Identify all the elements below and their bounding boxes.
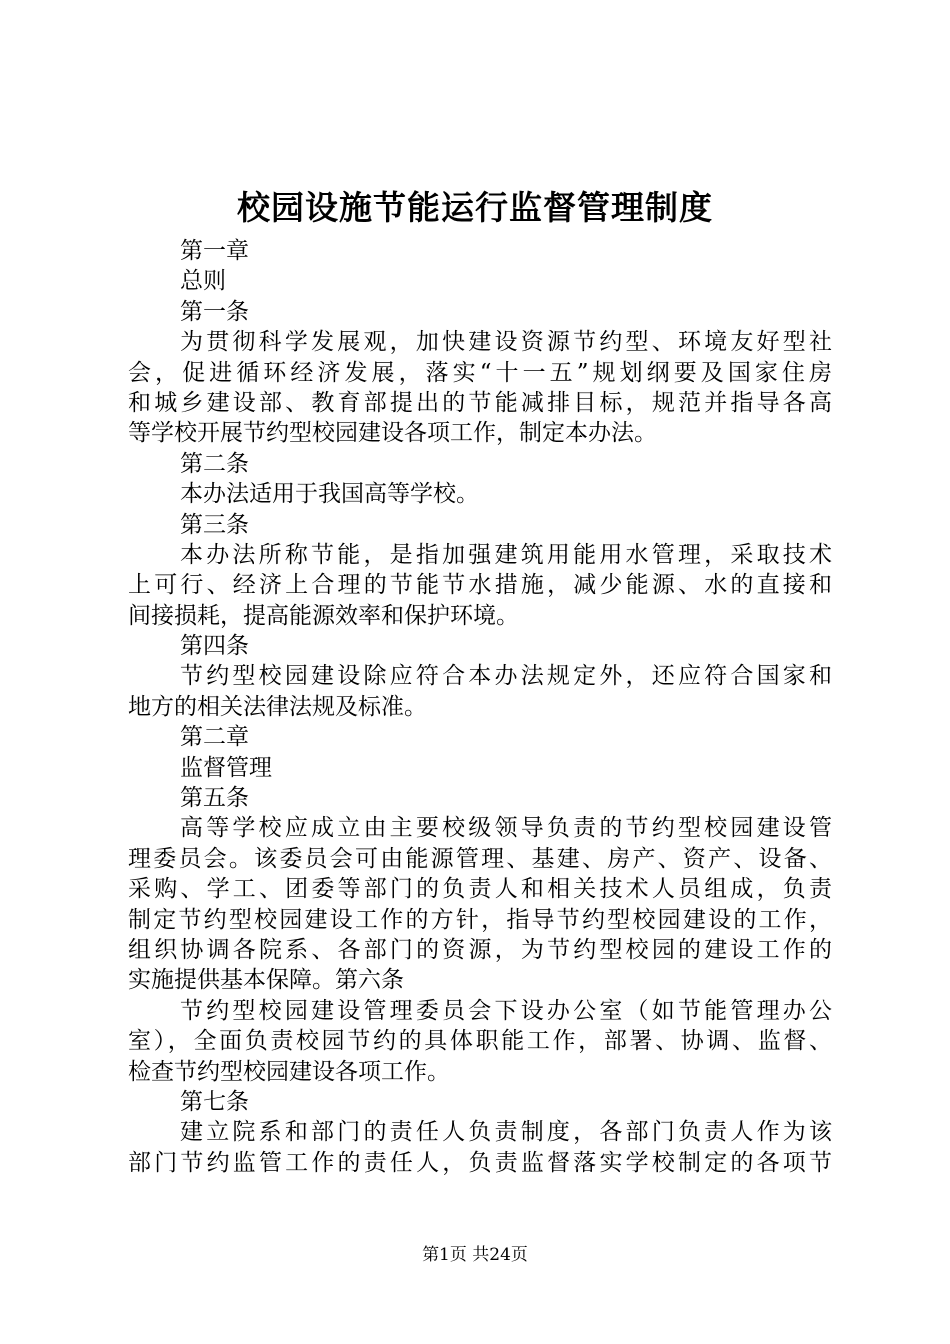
text-line: 监督管理: [180, 754, 272, 781]
text-line: 本办法所称节能，是指加强建筑用能用水管理，采取技术: [180, 541, 832, 568]
text-line: 第四条: [180, 633, 249, 660]
text-line: 第七条: [180, 1088, 249, 1115]
text-line: 地方的相关法律法规及标准。: [128, 693, 427, 720]
text-line: 建立院系和部门的责任人负责制度，各部门负责人作为该: [180, 1119, 832, 1146]
text-line: 第五条: [180, 785, 249, 812]
text-line: 制定节约型校园建设工作的方针，指导节约型校园建设的工作，: [128, 906, 832, 933]
text-line: 总则: [180, 268, 226, 295]
text-line: 节约型校园建设管理委员会下设办公室（如节能管理办公: [180, 997, 832, 1024]
document-body: [128, 236, 832, 1178]
text-line: 理委员会。该委员会可由能源管理、基建、房产、资产、设备、: [128, 845, 832, 872]
text-line: 第三条: [180, 511, 249, 538]
text-line: 等学校开展节约型校园建设各项工作，制定本办法。: [128, 420, 657, 447]
text-line: 实施提供基本保障。第六条: [128, 967, 404, 994]
text-line: 第二条: [180, 450, 249, 477]
text-line: 为贯彻科学发展观，加快建设资源节约型、环境友好型社: [180, 329, 832, 356]
text-line: 上可行、经济上合理的节能节水措施，减少能源、水的直接和: [128, 572, 832, 599]
text-line: 高等学校应成立由主要校级领导负责的节约型校园建设管: [180, 815, 832, 842]
text-line: 第一条: [180, 298, 249, 325]
text-line: 会，促进循环经济发展，落实“十一五”规划纲要及国家住房: [128, 359, 832, 386]
text-line: 第一章: [180, 238, 249, 264]
text-line: 间接损耗，提高能源效率和保护环境。: [128, 602, 519, 629]
document-title: 校园设施节能运行监督管理制度: [237, 188, 713, 227]
page-footer: 第1页 共24页: [422, 1245, 528, 1265]
text-line: 第二章: [180, 724, 249, 751]
text-line: 和城乡建设部、教育部提出的节能减排目标，规范并指导各高: [128, 389, 832, 416]
text-line: 检查节约型校园建设各项工作。: [128, 1058, 450, 1085]
text-line: 本办法适用于我国高等学校。: [180, 481, 479, 508]
text-line: 采购、学工、团委等部门的负责人和相关技术人员组成，负责: [128, 876, 832, 903]
text-line: 室），全面负责校园节约的具体职能工作，部署、协调、监督、: [128, 1028, 832, 1055]
text-line: 部门节约监管工作的责任人，负责监督落实学校制定的各项节: [128, 1149, 832, 1176]
text-line: 节约型校园建设除应符合本办法规定外，还应符合国家和: [180, 663, 832, 690]
text-line: 组织协调各院系、各部门的资源，为节约型校园的建设工作的: [128, 936, 832, 963]
